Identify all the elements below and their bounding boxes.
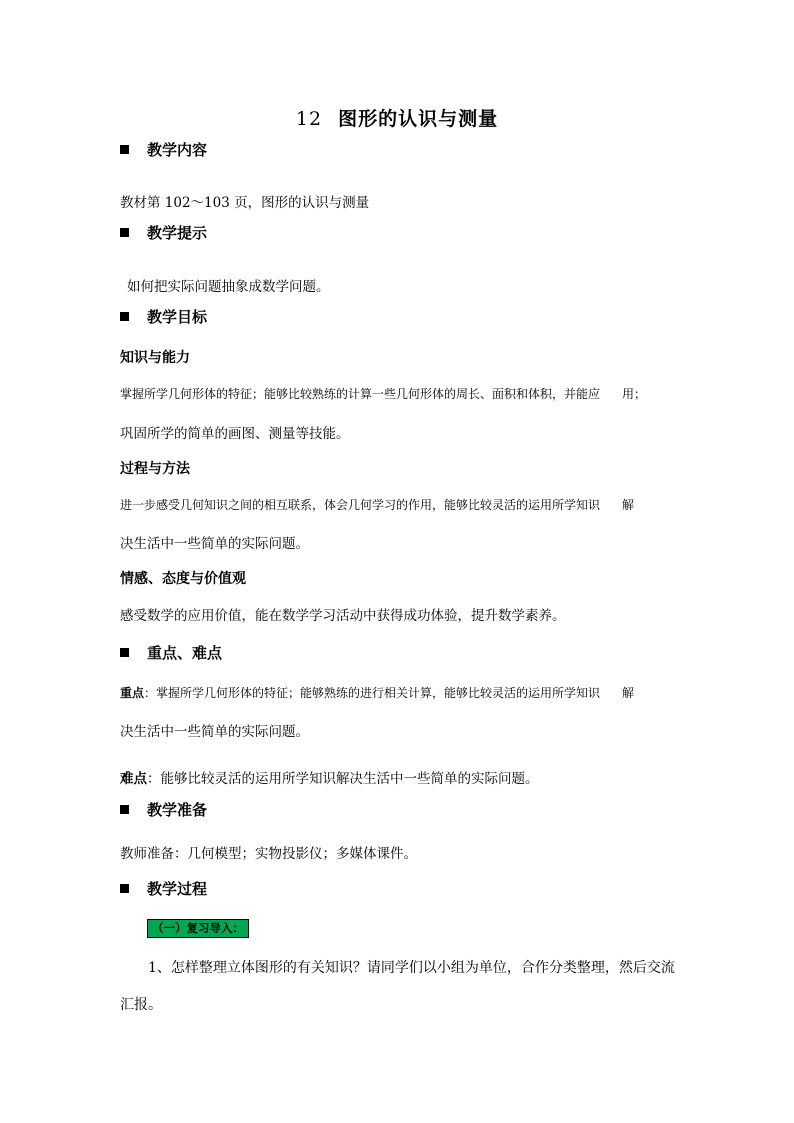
lesson-title: 图形的认识与测量 xyxy=(338,108,499,130)
page-title xyxy=(0,104,794,131)
key-point-line-1: 重点：掌握所学几何形体的特征；能够熟练的进行相关计算，能够比较灵活的运用所学知识 解 xyxy=(120,686,635,700)
preparation-text: 教师准备：几何模型；实物投影仪；多媒体课件。 xyxy=(120,846,417,862)
process-paragraph-line-2: 汇报。 xyxy=(120,997,162,1013)
subheading-emotion: 情感、态度与价值观 xyxy=(120,571,246,587)
heading-preparation: 教学准备 xyxy=(120,799,207,820)
square-bullet-icon xyxy=(120,228,129,237)
subheading-knowledge: 知识与能力 xyxy=(120,350,190,366)
process-paragraph-line-1: 1、怎样整理立体图形的有关知识？请同学们以小组为单位，合作分类整理，然后交流 xyxy=(148,960,675,976)
heading-key-points: 重点、难点 xyxy=(120,642,222,663)
subheading-process-method: 过程与方法 xyxy=(120,461,190,477)
emotion-line-1: 感受数学的应用价值，能在数学学习活动中获得成功体验，提升数学素养。 xyxy=(120,608,566,624)
square-bullet-icon xyxy=(120,145,129,154)
square-bullet-icon xyxy=(120,884,129,893)
square-bullet-icon xyxy=(120,312,129,321)
heading-teaching-hint: 教学提示 xyxy=(120,222,207,243)
difficult-point-line: 难点：能够比较灵活的运用所学知识解决生活中一些简单的实际问题。 xyxy=(120,771,539,787)
knowledge-line-1: 掌握所学几何形体的特征；能够比较熟练的计算一些几何形体的周长、面积和体积，并能应 用； xyxy=(120,387,647,401)
key-point-line-2: 决生活中一些简单的实际问题。 xyxy=(120,724,309,740)
lesson-number: 12 xyxy=(295,108,323,130)
knowledge-line-2: 巩固所学的简单的画图、测量等技能。 xyxy=(120,426,350,442)
process-line-2: 决生活中一些简单的实际问题。 xyxy=(120,536,309,552)
square-bullet-icon xyxy=(120,648,129,657)
heading-teaching-goals: 教学目标 xyxy=(120,306,207,327)
teaching-hint-text: 如何把实际问题抽象成数学问题。 xyxy=(127,279,330,295)
step-tag-review: （一）复习导入： xyxy=(147,919,249,938)
square-bullet-icon xyxy=(120,805,129,814)
teaching-content-text: 教材第 102～103 页，图形的认识与测量 xyxy=(120,195,370,211)
heading-teaching-content: 教学内容 xyxy=(120,139,207,160)
heading-teaching-process: 教学过程 xyxy=(120,878,207,899)
process-line-1: 进一步感受几何知识之间的相互联系，体会几何学习的作用，能够比较灵活的运用所学知识 解 xyxy=(120,498,635,512)
